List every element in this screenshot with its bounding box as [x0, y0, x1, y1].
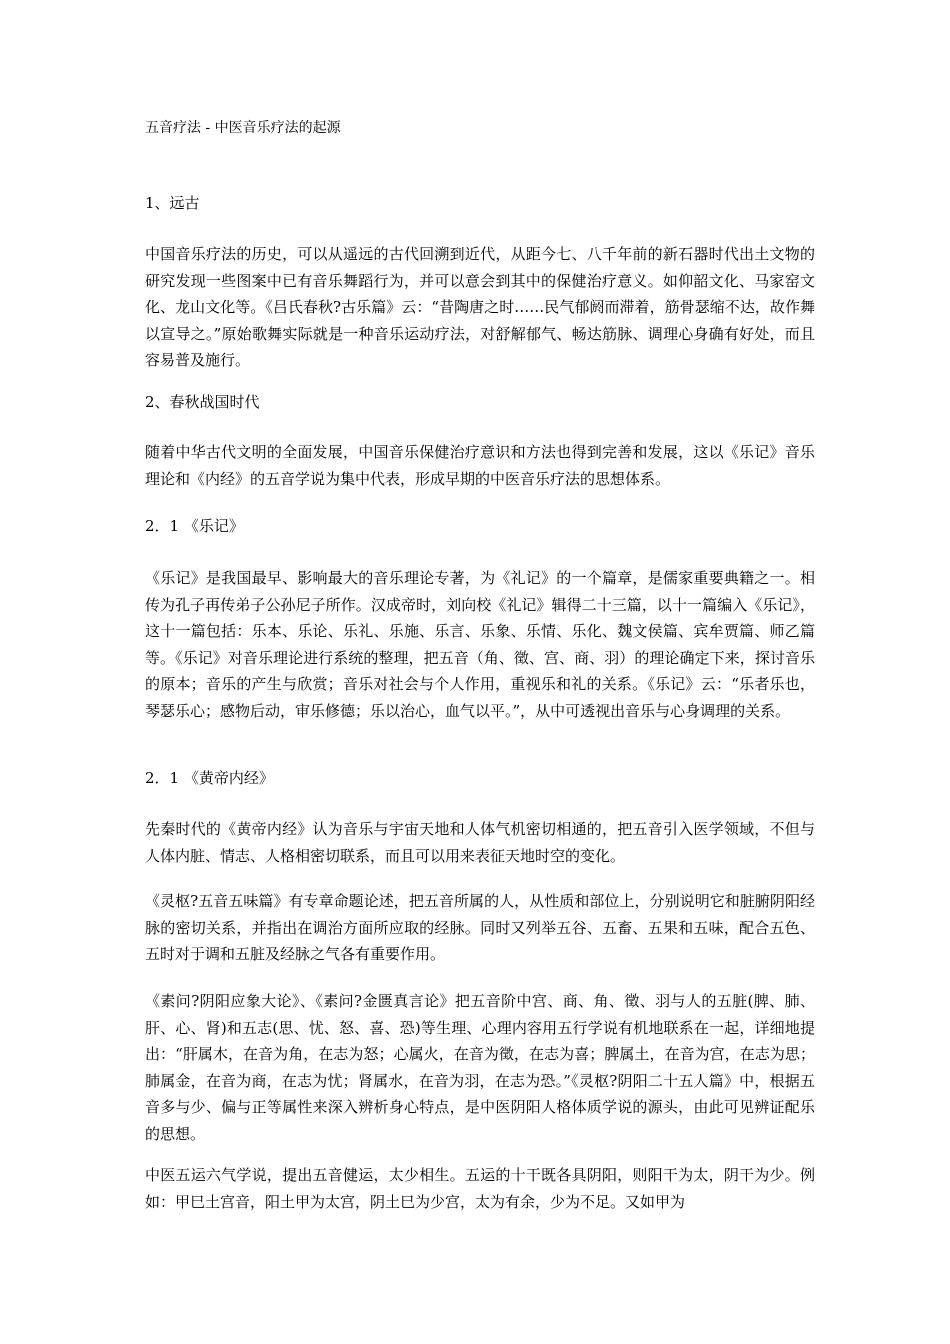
paragraph-yueji: 《乐记》是我国最早、影响最大的音乐理论专著，为《礼记》的一个篇章，是儒家重要典籍之一。相传为孔子再传弟子公孙尼子所作。汉成帝时，刘向校《礼记》辑得二十三篇，以十一篇编入《乐记》，这十一篇包括：乐本、乐论、乐礼、乐施、乐言、乐象、乐情、乐化、魏文侯篇、宾牟贾篇、师乙篇等。《乐记》对音乐理论进行系统的整理，把五音（角、徵、宫、商、羽）的理论确定下来，探讨音乐的原本；音乐的产生与欣赏；音乐对社会与个人作用，重视乐和礼的关系。《乐记》云：“乐者乐也，琴瑟乐心；感物后动，审乐修德；乐以治心，血气以平。”，从中可透视出音乐与心身调理的关系。 — [145, 569, 815, 720]
paragraph-suwen: 《素问?阴阳应象大论》、《素问?金匮真言论》把五音阶中宫、商、角、徵、羽与人的五脏(脾、肺、肝、心、肾)和五志(思、忧、怒、喜、恐)等生理、心理内容用五行学说有机地联系在一起，详细地提出：“肝属木，在音为角，在志为怒；心属火，在音为徵，在志为喜；脾属土，在音为宫，在志为思；肺属金，在音为商，在志为忧；肾属水，在音为羽，在志为恐。”《灵枢?阴阳二十五人篇》中，根据五音多与少、偏与正等属性来深入辨析身心特点，是中医阴阳人格体质学说的源头，由此可见辨证配乐的思想。 — [145, 992, 815, 1143]
section-heading-neijing: 2．1 《黄帝内经》 — [145, 769, 274, 787]
section-heading-ancient: 1、远古 — [145, 194, 200, 212]
paragraph-ancient: 中国音乐疗法的历史，可以从遥远的古代回溯到近代，从距今七、八千年前的新石器时代出土文物的研究发现一些图案中已有音乐舞蹈行为，并可以意会到其中的保健治疗意义。如仰韶文化、马家窑文化、龙山文化等。《吕氏春秋?古乐篇》云：“昔陶唐之时……民气郁阏而滞着，筋骨瑟缩不达，故作舞以宣导之。”原始歌舞实际就是一种音乐运动疗法，对舒解郁气、畅达筋脉、调理心身确有好处，而且容易普及施行。 — [145, 245, 815, 369]
section-heading-warring-states: 2、春秋战国时代 — [145, 393, 260, 411]
paragraph-neijing: 先秦时代的《黄帝内经》认为音乐与宇宙天地和人体气机密切相通的，把五音引入医学领域，不但与人体内脏、情志、人格相密切联系，而且可以用来表征天地时空的变化。 — [145, 820, 815, 865]
paragraph-lingshu: 《灵枢?五音五味篇》有专章命题论述，把五音所属的人，从性质和部位上，分别说明它和脏腑阴阳经脉的密切关系，并指出在调治方面所应取的经脉。同时又列举五谷、五畜、五果和五味，配合五色、五时对于调和五脏及经脉之气各有重要作用。 — [145, 892, 815, 963]
paragraph-warring-states: 随着中华古代文明的全面发展，中国音乐保健治疗意识和方法也得到完善和发展，这以《乐记》音乐理论和《内经》的五音学说为集中代表，形成早期的中医音乐疗法的思想体系。 — [145, 443, 815, 488]
section-heading-yueji: 2．1 《乐记》 — [145, 517, 244, 535]
document-title: 五音疗法 - 中医音乐疗法的起源 — [145, 120, 341, 136]
paragraph-wuyun: 中医五运六气学说，提出五音健运，太少相生。五运的十干既各具阴阳，则阳干为太，阴干为少。例如：甲巳土宫音，阳土甲为太宫，阴土巳为少宫，太为有余，少为不足。又如甲为 — [145, 1166, 815, 1211]
